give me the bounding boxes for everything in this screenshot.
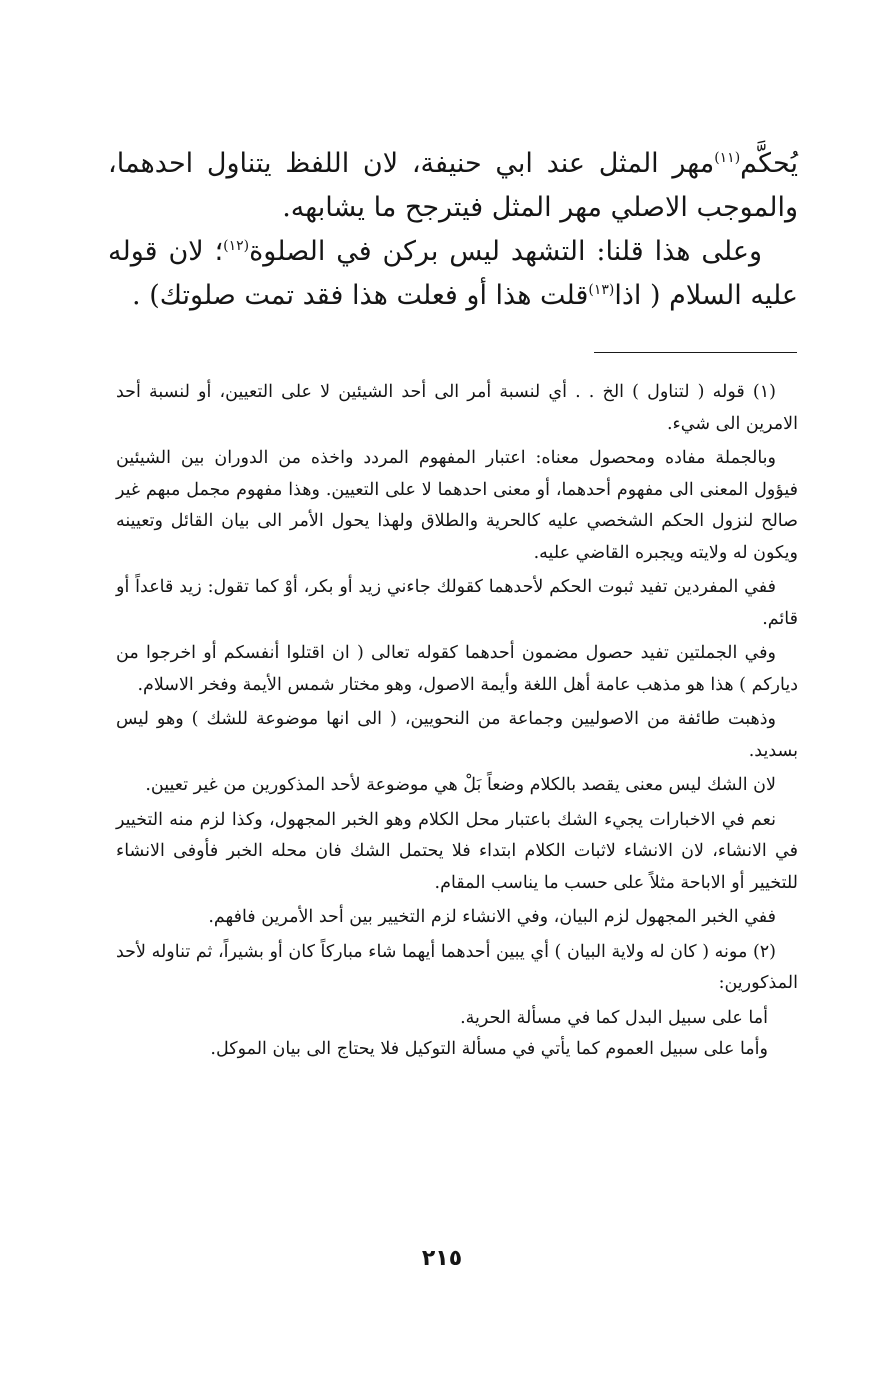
footnotes bbox=[116, 377, 798, 1066]
footnote-paragraph: وذهبت طائفة من الاصوليين وجماعة من النحويين، ( الى انها موضوعة للشك ) وهو ليس بسديد. bbox=[116, 709, 798, 761]
main-text-segment: ؛ لان قوله عليه السلام ( اذا bbox=[108, 236, 798, 311]
footnote-paragraph: ففي الخبر المجهول لزم البيان، وفي الانشاء لزم التخيير بين أحد الأمرين فافهم. bbox=[208, 907, 776, 927]
main-text bbox=[108, 142, 798, 318]
main-text-segment: مهر المثل عند ابي حنيفة، لان اللفظ يتناول احدهما، والموجب الاصلي مهر المثل فيترجح ما يشابهه. bbox=[108, 148, 798, 223]
footnote-marker: (١٣) bbox=[588, 282, 615, 298]
footnote-paragraph: وأما على سبيل العموم كما يأتي في مسألة التوكيل فلا يحتاج الى بيان الموكل. bbox=[210, 1039, 768, 1059]
footnote-separator bbox=[594, 352, 797, 353]
footnote-paragraph: ففي المفردين تفيد ثبوت الحكم لأحدهما كقولك جاءني زيد أو بكر، أوْ كما تقول: زيد قاعداً أو قائم. bbox=[116, 577, 798, 629]
footnote-paragraph: أما على سبيل البدل كما في مسألة الحرية. bbox=[460, 1007, 768, 1028]
footnote-paragraph: (٢) مونه ( كان له ولاية البيان ) أي يبين أحدهما أيهما شاء مباركاً كان أو بشيراً، ثم تناوله لأحد المذكورين: bbox=[116, 941, 798, 993]
footnote-paragraph: وبالجملة مفاده ومحصول معناه: اعتبار المفهوم المردد واخذه من الدوران بين الشيئين فيؤول المعنى الى مفهوم أحدهما، أو معنى احدهما لا على التعيين. وهذا مفهوم مجمل مبهم غير صالح لنزول الحكم الشخصي عليه كالحرية والطلاق ولهذا يحول الأمر الى بيان القائل وتعيينه ويكون له ولايته ويجبره القاضي عليه. bbox=[116, 448, 798, 563]
main-text-segment: وعلى هذا قلنا: التشهد ليس بركن في الصلوة bbox=[249, 236, 762, 267]
main-text-segment: يُحكَّم bbox=[740, 148, 798, 179]
main-paragraph bbox=[108, 230, 798, 318]
main-text-segment: قلت هذا أو فعلت هذا فقد تمت صلوتك) . bbox=[132, 280, 589, 311]
footnote-paragraph: نعم في الاخبارات يجيء الشك باعتبار محل الكلام وهو الخبر المجهول، وكذا لزم منه التخيير في الانشاء، لان الانشاء لاثبات الكلام ابتداء فلا يحتمل الشك فان محله الخبر فأوفى الانشاء للتخيير أو الاباحة مثلاً على حسب ما يناسب المقام. bbox=[116, 809, 798, 893]
footnote-marker: (١١) bbox=[714, 150, 741, 166]
footnote-paragraph: لان الشك ليس معنى يقصد بالكلام وضعاً بَلْ هي موضوعة لأحد المذكورين من غير تعيين. bbox=[145, 775, 776, 795]
footnote-paragraph: (١) قوله ( لتناول ) الخ . . أي لنسبة أمر الى أحد الشيئين لا على التعيين، أو لنسبة أحد الامرين الى شيء. bbox=[116, 382, 798, 434]
main-paragraph bbox=[108, 142, 798, 230]
page-number: ٢١٥ bbox=[421, 1246, 463, 1271]
footnote-marker: (١٢) bbox=[223, 238, 250, 254]
footnote-paragraph: وفي الجملتين تفيد حصول مضمون أحدهما كقوله تعالى ( ان اقتلوا أنفسكم أو اخرجوا من دياركم ) هذا هو مذهب عامة أهل اللغة وأيمة الاصول، وهو مختار شمس الأيمة وفخر الاسلام. bbox=[116, 643, 798, 695]
